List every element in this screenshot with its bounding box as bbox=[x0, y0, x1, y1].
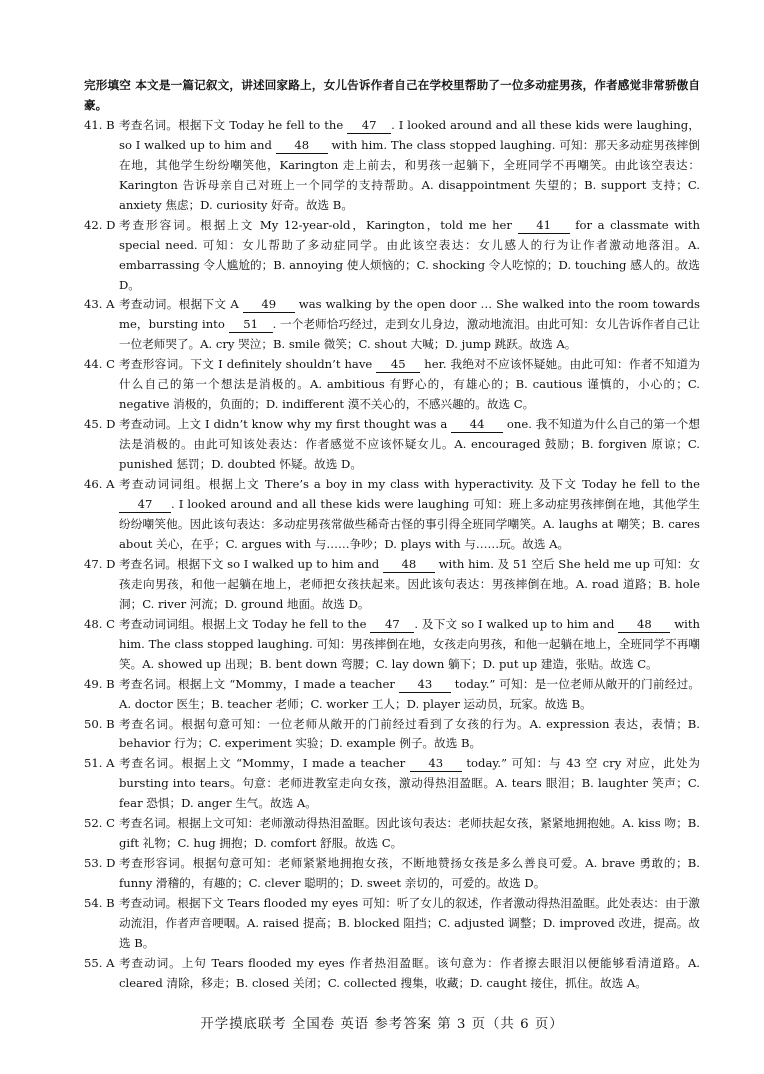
explanation-text: was walking by the open door … She walked into the room towards me，bursting into bbox=[119, 297, 701, 332]
explanation-text: her. 我绝对不应该怀疑她。由此可知：作者不知道为什么自己的第一个想法是消极的。A. ambitious 有野心的，有雄心的；B. cautious 谨慎的，小心的；C. negative 消极的，负面的；D. indifferent 漠不关心的，不感兴趣的。故选 C。 bbox=[119, 357, 701, 412]
page-footer: 开学摸底联考 全国卷 英语 参考答案 第 3 页（共 6 页） bbox=[200, 1017, 564, 1032]
answer-number: 53. D bbox=[84, 856, 116, 871]
explanation-text: 考查动词。上句 Tears flooded my eyes 作者热泪盈眶。该句意为：作者擦去眼泪以便能够看清道路。A. cleared 清除，移走；B. closed 关闭；C. collected 搜集，收藏；D. caught 接住，抓住。故选 A。 bbox=[119, 955, 700, 990]
blank-reference: 48 bbox=[383, 556, 435, 573]
blank-reference: 47 bbox=[119, 496, 171, 513]
answer-number: 55. A bbox=[84, 955, 115, 970]
explanation-text: 考查名词。根据上文 “Mommy，I made a teacher bbox=[119, 756, 410, 771]
answer-number: 50. B bbox=[84, 716, 115, 731]
blank-reference: 45 bbox=[376, 356, 420, 373]
explanation-text: 考查动词。根据下文 Tears flooded my eyes 可知：听了女儿的叙述，作者激动得热泪盈眶。此处表达：由于激动流泪，作者声音哽咽。A. raised 提高；B. blocked 阻挡；C. adjusted 调整；D. improved 改进，提高。故选 B。 bbox=[119, 896, 700, 950]
explanation-text: 考查形容词。根据上文 My 12-year-old，Karington，told me her bbox=[119, 217, 518, 232]
answer-item bbox=[84, 216, 700, 296]
answer-number: 41. B bbox=[84, 117, 115, 132]
explanation-text: 考查名词。根据下文 so I walked up to him and bbox=[119, 556, 383, 571]
blank-reference: 51 bbox=[229, 316, 273, 333]
explanation-text: . I looked around and all these kids were laughing 可知：班上多动症男孩摔倒在地，其他学生纷纷嘲笑他。因此该句表达：多动症男孩常做些稀奇古怪的事引得全班同学嘲笑。A. laughs at 嘲笑；B. cares about 关心，在乎；C. argues with 与……争吵；D. plays with 与……玩。故选 A。 bbox=[119, 497, 700, 551]
answer-number: 48. C bbox=[84, 616, 115, 631]
answer-item bbox=[84, 555, 700, 615]
blank-reference: 43 bbox=[410, 755, 462, 772]
answer-number: 43. A bbox=[84, 297, 115, 312]
explanation-text: 考查动词词组。根据上文 Today he fell to the bbox=[119, 616, 371, 631]
explanation-text: for a classmate with special need. 可知：女儿帮助了多动症同学。由此该空表达：女儿感人的行为让作者激动地落泪。A. embarrassing 令人尴尬的；B. annoying 使人烦恼的；C. shocking 令人吃惊的；D. touching 感人的。故选 D。 bbox=[119, 217, 700, 292]
answer-item bbox=[84, 116, 700, 216]
blank-reference: 43 bbox=[399, 676, 451, 693]
answer-item bbox=[84, 295, 700, 355]
answer-item bbox=[84, 615, 700, 675]
answer-item bbox=[84, 814, 700, 854]
answer-number: 47. D bbox=[84, 556, 116, 571]
blank-reference: 44 bbox=[451, 416, 503, 433]
explanation-text: today.” 可知：与 43 空 cry 对应，此处为 bursting into tears。句意：老师进教室走向女孩，激动得热泪盈眶。A. tears 眼泪；B. laughter 笑声；C. fear 恐惧；D. anger 生气。故选 A。 bbox=[119, 756, 701, 811]
answer-item bbox=[84, 715, 700, 755]
passage-intro: 完形填空 本文是一篇记叙文，讲述回家路上，女儿告诉作者自己在学校里帮助了一位多动症男孩，作者感觉非常骄傲自豪。 bbox=[84, 78, 700, 112]
explanation-text: . 一个老师恰巧经过，走到女儿身边，激动地流泪。由此可知：女儿告诉作者自己让一位老师哭了。A. cry 哭泣；B. smile 微笑；C. shout 大喊；D. jump 跳跃。故选 A。 bbox=[119, 317, 700, 352]
answer-item bbox=[84, 954, 700, 994]
answer-number: 49. B bbox=[84, 676, 115, 691]
blank-reference: 41 bbox=[518, 217, 570, 234]
answer-item bbox=[84, 754, 700, 814]
answer-list bbox=[84, 116, 700, 994]
blank-reference: 47 bbox=[347, 117, 391, 134]
blank-reference: 48 bbox=[276, 137, 328, 154]
explanation-text: . 及下文 so I walked up to him and bbox=[414, 616, 619, 631]
answer-number: 51. A bbox=[84, 756, 115, 771]
explanation-text: 考查名词。根据上文可知：老师激动得热泪盈眶。因此该句表达：老师扶起女孩，紧紧地拥抱她。A. kiss 吻；B. gift 礼物；C. hug 拥抱；D. comfort 舒服。故选 C。 bbox=[119, 816, 700, 851]
explanation-text: 考查名词。根据下文 Today he fell to the bbox=[119, 117, 348, 132]
explanation-text: 考查形容词。下文 I definitely shouldn’t have bbox=[119, 357, 377, 372]
explanation-text: 考查动词。根据下文 A bbox=[119, 297, 243, 312]
answer-item bbox=[84, 675, 700, 715]
explanation-text: 考查名词。根据句意可知：一位老师从敞开的门前经过看到了女孩的行为。A. expression 表达，表情；B. behavior 行为；C. experiment 实验；D. example 例子。故选 B。 bbox=[119, 716, 700, 751]
answer-number: 45. D bbox=[84, 417, 116, 432]
explanation-text: today.” 可知：是一位老师从敞开的门前经过。A. doctor 医生；B. teacher 老师；C. worker 工人；D. player 运动员，玩家。故选 B。 bbox=[119, 676, 701, 711]
explanation-text: . I looked around and all these kids were laughing，so I walked up to him and bbox=[119, 117, 700, 152]
explanation-text: 考查动词。上文 I didn’t know why my first thought was a bbox=[119, 417, 452, 432]
answer-number: 46. A bbox=[84, 477, 115, 492]
answer-number: 52. C bbox=[84, 816, 115, 831]
answer-number: 54. B bbox=[84, 896, 115, 911]
answer-item bbox=[84, 854, 700, 894]
answer-content bbox=[84, 76, 700, 994]
answer-number: 42. D bbox=[84, 217, 116, 232]
explanation-text: 考查形容词。根据句意可知：老师紧紧地拥抱女孩，不断地赞扬女孩是多么善良可爱。A. brave 勇敢的；B. funny 滑稽的，有趣的；C. clever 聪明的；D. sweet 亲切的，可爱的。故选 D。 bbox=[119, 856, 700, 891]
answer-item bbox=[84, 415, 700, 475]
blank-reference: 48 bbox=[618, 616, 670, 633]
explanation-text: with him. The class stopped laughing. 可知：那天多动症男孩摔倒在地，其他学生纷纷嘲笑他，Karington 走上前去，和男孩一起躺下，全班同学不再嘲笑。由此该空表达：Karington 告诉母亲自己对班上一个同学的支持帮助。A. disappointment 失望的；B. support 支持；C. anxiety 焦虑；D. curiosity 好奇。故选 B。 bbox=[119, 137, 700, 212]
answer-item bbox=[84, 355, 700, 415]
blank-reference: 47 bbox=[370, 616, 414, 633]
explanation-text: 考查名词。根据上文 “Mommy，I made a teacher bbox=[119, 676, 399, 691]
answer-item bbox=[84, 894, 700, 954]
answer-number: 44. C bbox=[84, 357, 115, 372]
explanation-text: with him. The class stopped laughing. 可知：男孩摔倒在地，女孩走向男孩，和他一起躺在地上，全班同学不再嘲笑。A. showed up 出现；B. bent down 弯腰；C. lay down 躺下；D. put up 建造，张贴。故选 C。 bbox=[119, 616, 700, 671]
explanation-text: one. 我不知道为什么自己的第一个想法是消极的。由此可知该处表达：作者感觉不应该怀疑女儿。A. encouraged 鼓励；B. forgiven 原谅；C. punished 惩罚；D. doubted 怀疑。故选 D。 bbox=[119, 417, 700, 472]
explanation-text: with him. 及 51 空后 She held me up 可知：女孩走向男孩，和他一起躺在地上，老师把女孩扶起来。因此该句表达：男孩摔倒在地。A. road 道路；B. hole 洞；C. river 河流；D. ground 地面。故选 D。 bbox=[119, 556, 700, 611]
answer-item bbox=[84, 475, 700, 555]
blank-reference: 49 bbox=[243, 296, 295, 313]
explanation-text: 考查动词词组。根据上文 There’s a boy in my class with hyperactivity. 及下文 Today he fell to the bbox=[119, 477, 700, 492]
